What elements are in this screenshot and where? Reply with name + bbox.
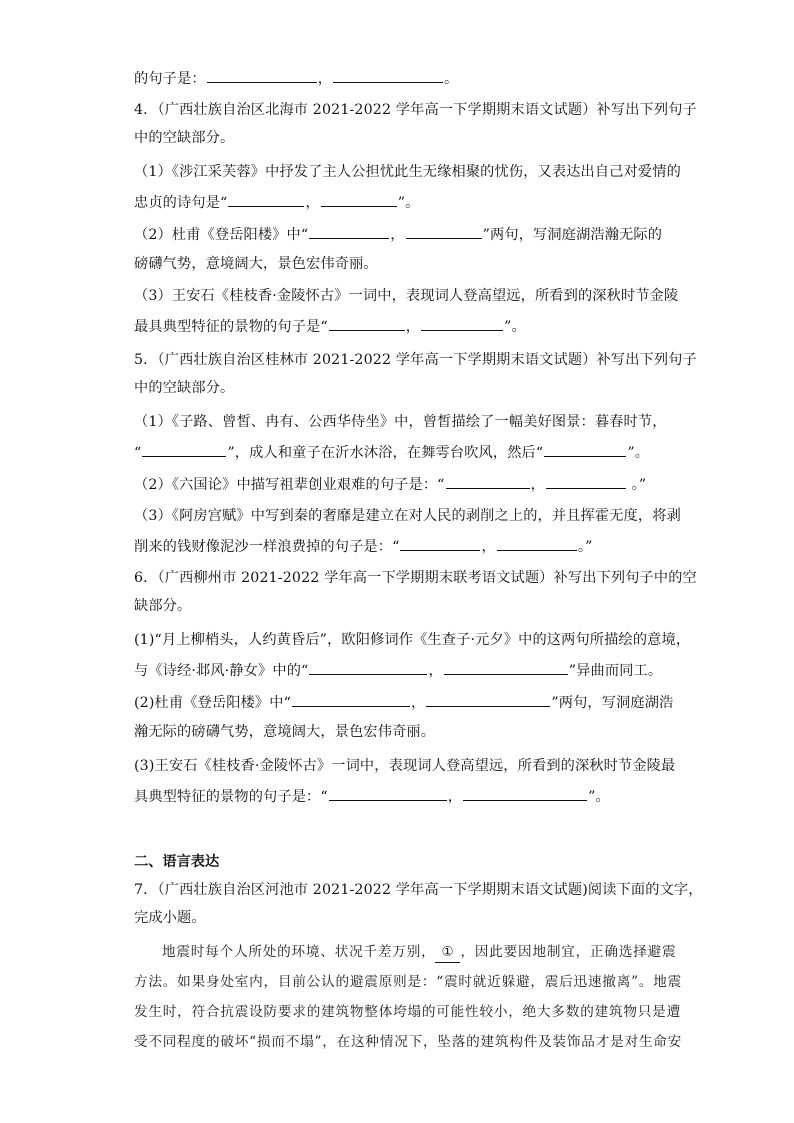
q7-heading-cont: 完成小题。 [134, 910, 206, 926]
q4-item1-line2: 忠贞的诗句是“ ， ”。 [134, 192, 420, 213]
q5-item2-line1: （2）《六国论》中描写祖辈创业艰难的句子是：“ ， 。” [134, 474, 646, 495]
answer-blank[interactable] [497, 536, 577, 551]
answer-blank[interactable] [207, 68, 317, 83]
answer-blank[interactable] [406, 224, 482, 239]
q4-item2-line1: （2）杜甫《登岳阳楼》中“ ， ”两句，写洞庭湖浩瀚无际的 [134, 224, 662, 245]
section-heading: 二、语言表达 [134, 854, 220, 870]
answer-blank[interactable] [546, 474, 626, 489]
q5-item1-line1: （1）《子路、曾皙、冉有、公西华侍坐》中，曾皙描绘了一幅美好图景：暮春时节， [134, 414, 667, 430]
answer-blank[interactable] [444, 660, 568, 675]
q6-item3-line1: (3)王安石《桂枝香·金陵怀古》一词中，表现词人登高望远，所看到的深秋时节金陵最 [134, 758, 676, 774]
answer-blank[interactable] [321, 192, 397, 207]
q6-item1-line1: (1)“月上柳梢头，人约黄昏后”，欧阳修词作《生查子·元夕》中的这两句所描绘的意境， [134, 632, 691, 648]
q5-heading-cont: 中的空缺部分。 [134, 380, 235, 396]
answer-blank[interactable] [309, 224, 389, 239]
q7-heading: 7．（广西壮族自治区河池市 2021-2022 学年高一下学期期末语文试题)阅读下面的文字， [134, 882, 703, 898]
passage-line: 地震时每个人所处的环境、状况千差万别， ① ，因此要因地制宜，正确选择避震 [162, 942, 676, 963]
answer-blank[interactable] [329, 786, 447, 801]
answer-blank[interactable] [446, 474, 530, 489]
q4-item1-line1: （1）《涉江采芙蓉》中抒发了主人公担忧此生无缘相聚的忧伤，又表达出自己对爱情的 [134, 164, 681, 180]
q6-heading: 6．（广西柳州市 2021-2022 学年高一下学期期末联考语文试题）补写出下列句子中的空 [134, 570, 697, 586]
answer-blank[interactable] [544, 442, 626, 457]
passage-line: 受不同程度的破坏“损而不塌”，在这种情况下，坠落的建筑构件及装饰品才是对生命安 [134, 1034, 683, 1050]
q6-item3-line2: 具典型特征的景物的句子是：“ ， ”。 [134, 786, 610, 807]
answer-blank[interactable] [426, 692, 550, 707]
q4-item2-line2: 磅礴气势，意境阔大，景色宏伟奇丽。 [134, 256, 378, 272]
answer-blank[interactable] [463, 786, 587, 801]
q5-item3-line1: （3）《阿房宫赋》中写到秦的奢靡是建立在对人民的剥削之上的，并且挥霍无度，将剥 [134, 508, 681, 524]
answer-blank[interactable] [292, 692, 410, 707]
blank-marker: ① [435, 942, 460, 963]
q4-item3-line1: （3）王安石《桂枝香·金陵怀古》一词中，表现词人登高望远，所看到的深秋时节金陵 [134, 288, 679, 304]
q5-item1-line2: “ ”，成人和童子在沂水沐浴，在舞雩台吹风，然后“ ”。 [134, 442, 649, 463]
q4-item3-line2: 最具典型特征的景物的句子是“ ， ”。 [134, 316, 526, 337]
q4-heading: 4．（广西壮族自治区北海市 2021-2022 学年高一下学期期末语文试题）补写出下列句子 [134, 102, 697, 118]
q6-item1-line2: 与《诗经·邶风·静女》中的“ ， ”异曲而同工。 [134, 660, 662, 681]
q4-heading-cont: 中的空缺部分。 [134, 130, 235, 146]
q3-tail-line: 的句子是： ， 。 [134, 68, 458, 89]
passage-line: 方法。如果身处室内，目前公认的避震原则是：“震时就近躲避，震后迅速撤离”。地震 [134, 974, 683, 990]
passage-line: 发生时，符合抗震设防要求的建筑物整体垮塌的可能性较小，绝大多数的建筑物只是遭 [134, 1004, 681, 1020]
answer-blank[interactable] [142, 442, 226, 457]
q6-heading-cont: 缺部分。 [134, 598, 192, 614]
q6-item2-line2: 瀚无际的磅礴气势，意境阔大，景色宏伟奇丽。 [134, 724, 436, 740]
q5-item3-line2: 削来的钱财像泥沙一样浪费掉的句子是：“ ， 。” [134, 536, 592, 557]
answer-blank[interactable] [329, 316, 405, 331]
q6-item2-line1: (2)杜甫《登岳阳楼》中“ ， ”两句，写洞庭湖浩 [134, 692, 673, 713]
answer-blank[interactable] [333, 68, 443, 83]
answer-blank[interactable] [309, 660, 427, 675]
q5-heading: 5．（广西壮族自治区桂林市 2021-2022 学年高一下学期期末语文试题）补写出下列句子 [134, 352, 697, 368]
answer-blank[interactable] [421, 316, 503, 331]
answer-blank[interactable] [228, 192, 304, 207]
answer-blank[interactable] [400, 536, 480, 551]
